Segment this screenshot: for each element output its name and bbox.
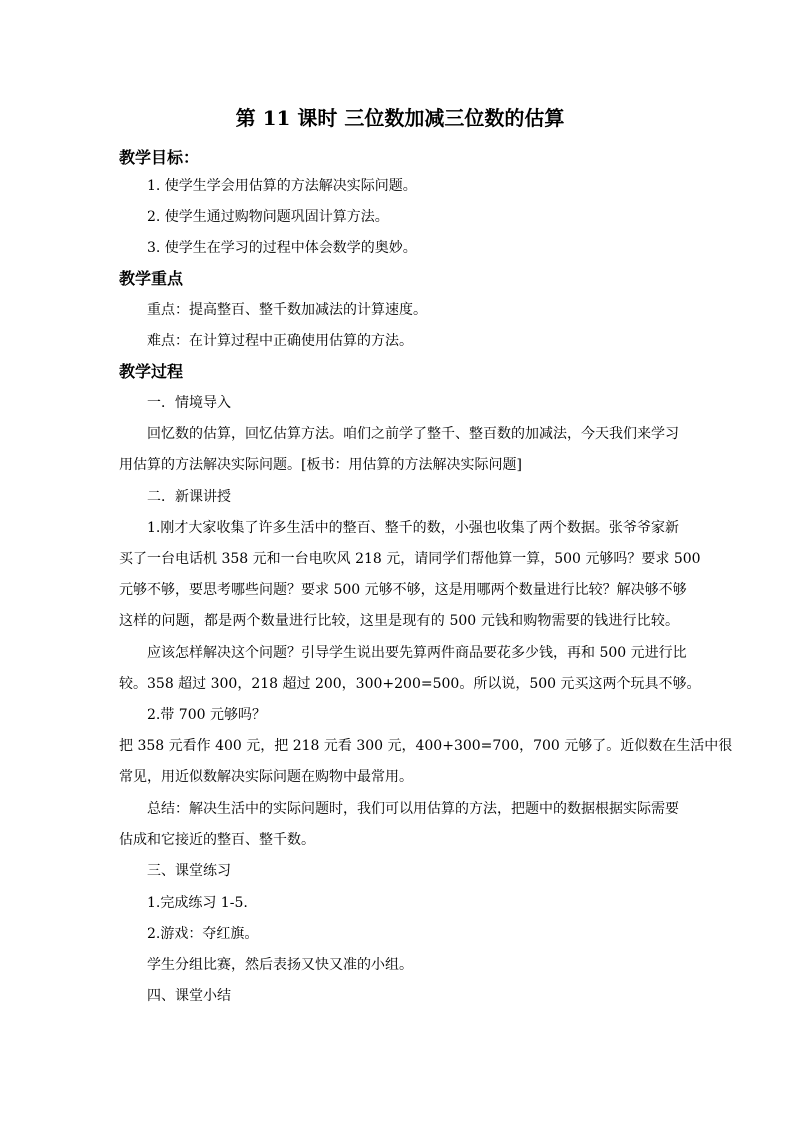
- exercise-3: 学生分组比赛，然后表扬又快又准的小组。: [147, 957, 413, 973]
- paragraph-4-line-1: 把 358 元看作 400 元，把 218 元看 300 元，400+300=700，700 元够了。近似数在生活中很: [119, 738, 733, 754]
- section-3-title: 三、课堂练习: [147, 863, 231, 879]
- process-heading: 教学过程: [119, 362, 184, 381]
- paragraph-2-line-4: 这样的问题，都是两个数量进行比较，这里是现有的 500 元钱和购物需要的钱进行比较。: [119, 613, 679, 629]
- section-2-title: 二．新课讲授: [147, 489, 231, 505]
- paragraph-4-line-2: 常见，用近似数解决实际问题在购物中最常用。: [119, 769, 413, 785]
- question-2: 2.带 700 元够吗？: [147, 707, 266, 723]
- exercise-2: 2.游戏：夺红旗。: [147, 926, 259, 942]
- paragraph-2-line-2: 买了一台电话机 358 元和一台电吹风 218 元，请同学们帮他算一算，500 元够吗？要求 500: [119, 551, 701, 567]
- objectives-heading: 教学目标：: [119, 148, 200, 167]
- summary-line-1: 总结：解决生活中的实际问题时，我们可以用估算的方法，把题中的数据根据实际需要: [147, 801, 679, 817]
- summary-line-2: 估成和它接近的整百、整千数。: [119, 832, 315, 848]
- section-1-title: 一．情境导入: [147, 395, 231, 411]
- paragraph-3-line-2: 较。358 超过 300，218 超过 200，300+200=500。所以说，500 元买这两个玩具不够。: [119, 676, 701, 692]
- keypoints-heading: 教学重点: [119, 269, 184, 288]
- lesson-title: 第 11 课时 三位数加减三位数的估算: [235, 106, 565, 130]
- paragraph-2-line-3: 元够不够，要思考哪些问题？要求 500 元够不够，这是用哪两个数量进行比较？解决够不够: [119, 582, 687, 598]
- keypoint-focus: 重点：提高整百、整千数加减法的计算速度。: [147, 302, 427, 318]
- paragraph-1-line-1: 回忆数的估算，回忆估算方法。咱们之前学了整千、整百数的加减法，今天我们来学习: [147, 426, 679, 442]
- paragraph-3-line-1: 应该怎样解决这个问题？引导学生说出要先算两件商品要花多少钱，再和 500 元进行比: [147, 645, 687, 661]
- objective-item-2: 2. 使学生通过购物问题巩固计算方法。: [147, 209, 389, 225]
- keypoint-difficulty: 难点：在计算过程中正确使用估算的方法。: [147, 333, 413, 349]
- paragraph-1-line-2: 用估算的方法解决实际问题。[板书：用估算的方法解决实际问题]: [119, 457, 522, 473]
- paragraph-2-line-1: 1.刚才大家收集了许多生活中的整百、整千的数，小强也收集了两个数据。张爷爷家新: [147, 520, 679, 536]
- section-4-title: 四、课堂小结: [147, 988, 231, 1004]
- objective-item-3: 3. 使学生在学习的过程中体会数学的奥妙。: [147, 240, 417, 256]
- objective-item-1: 1. 使学生学会用估算的方法解决实际问题。: [147, 178, 417, 194]
- exercise-1: 1.完成练习 1-5.: [147, 895, 248, 911]
